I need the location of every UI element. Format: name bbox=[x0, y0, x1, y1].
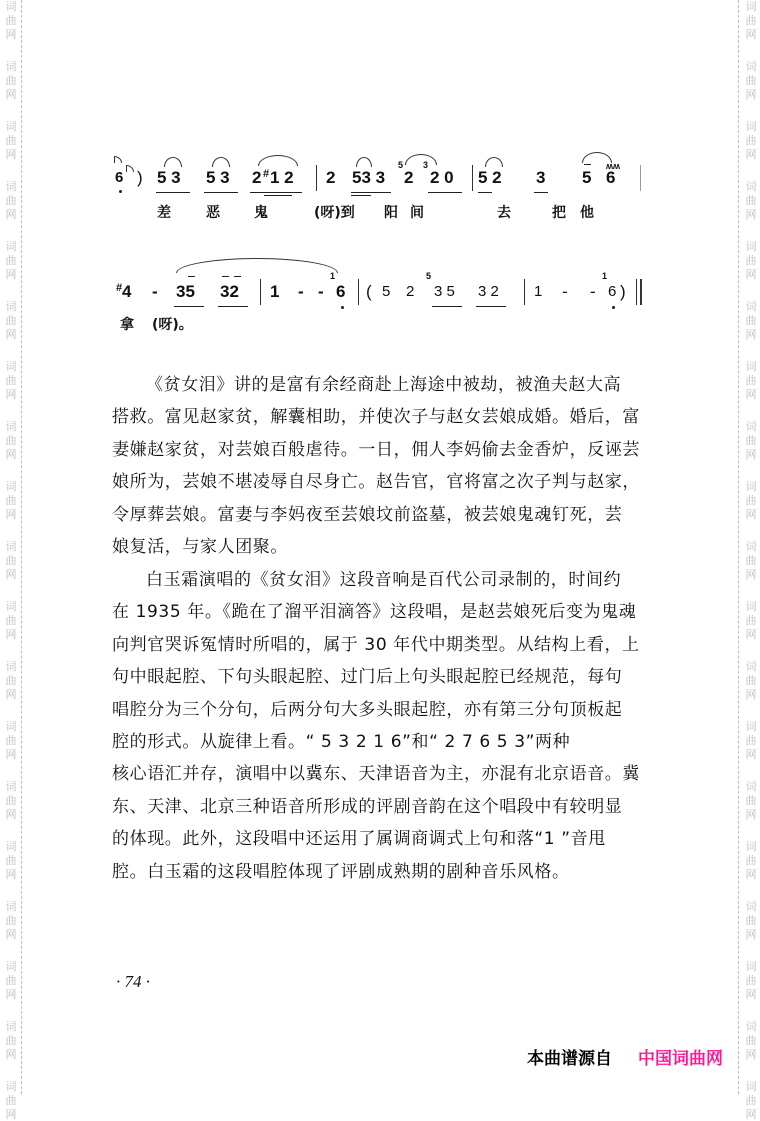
watermark-glyph: 网 bbox=[5, 268, 17, 281]
watermark-strip-right bbox=[740, 0, 760, 1121]
watermark-glyph: 词 bbox=[5, 240, 17, 253]
watermark-glyph: 网 bbox=[745, 868, 757, 881]
watermark-glyph: 网 bbox=[5, 388, 17, 401]
page-number: · 74 · bbox=[116, 972, 150, 991]
watermark-glyph: 曲 bbox=[5, 254, 17, 267]
watermark-glyph: 曲 bbox=[745, 854, 757, 867]
watermark-glyph: 网 bbox=[745, 148, 757, 161]
watermark-glyph: 网 bbox=[5, 1048, 17, 1061]
watermark-glyph: 曲 bbox=[5, 494, 17, 507]
watermark-glyph: 词 bbox=[745, 240, 757, 253]
watermark-glyph: 曲 bbox=[745, 134, 757, 147]
lyrics-line-1 bbox=[112, 204, 652, 224]
watermark-glyph: 网 bbox=[745, 28, 757, 41]
watermark-glyph: 词 bbox=[5, 180, 17, 193]
grace-note: 5 bbox=[426, 271, 432, 281]
watermark-glyph: 曲 bbox=[5, 554, 17, 567]
watermark-glyph: 词 bbox=[745, 900, 757, 913]
watermark-glyph: 网 bbox=[745, 88, 757, 101]
lyric: (呀)。 bbox=[152, 317, 193, 333]
note: 35 bbox=[176, 282, 195, 301]
lyric: 差 bbox=[157, 205, 171, 221]
watermark-glyph: 网 bbox=[5, 508, 17, 521]
watermark-glyph: 曲 bbox=[745, 794, 757, 807]
watermark-glyph: 网 bbox=[745, 208, 757, 221]
watermark-glyph: 词 bbox=[5, 1080, 17, 1093]
watermark-glyph: 曲 bbox=[5, 14, 17, 27]
note: ( bbox=[366, 282, 372, 301]
watermark-glyph: 词 bbox=[5, 840, 17, 853]
text-line: 腔的形式。从旋律上看。“ 5 3 2 1 6”和“ 2 7 6 5 3”两种 bbox=[112, 731, 571, 752]
watermark-glyph: 网 bbox=[745, 388, 757, 401]
watermark-divider-right bbox=[738, 0, 739, 1094]
watermark-glyph: 曲 bbox=[745, 1034, 757, 1047]
watermark-glyph: 网 bbox=[5, 868, 17, 881]
watermark-glyph: 网 bbox=[745, 1108, 757, 1121]
watermark-glyph: 曲 bbox=[745, 914, 757, 927]
source-label: 本曲谱源自 bbox=[527, 1049, 612, 1069]
watermark-glyph: 词 bbox=[745, 0, 757, 13]
watermark-glyph: 网 bbox=[5, 448, 17, 461]
grace-note: 1 bbox=[330, 271, 336, 281]
watermark-glyph: 曲 bbox=[745, 554, 757, 567]
watermark-glyph: 曲 bbox=[745, 494, 757, 507]
watermark-glyph: 网 bbox=[5, 988, 17, 1001]
grace-note: 1 bbox=[602, 271, 608, 281]
trill-mark: ʍʍ bbox=[606, 161, 621, 171]
watermark-glyph: 网 bbox=[5, 208, 17, 221]
watermark-glyph: 词 bbox=[5, 300, 17, 313]
watermark-glyph: 词 bbox=[5, 1020, 17, 1033]
watermark-glyph: 网 bbox=[5, 148, 17, 161]
watermark-glyph: 曲 bbox=[745, 674, 757, 687]
note: 3 bbox=[536, 168, 546, 187]
watermark-glyph: 词 bbox=[5, 420, 17, 433]
source-site-link[interactable]: 中国词曲网 bbox=[638, 1049, 723, 1069]
watermark-glyph: 词 bbox=[745, 480, 757, 493]
text-line: 在 1935 年。《跪在了溜平泪滴答》这段唱，是赵芸娘死后变为鬼魂 bbox=[112, 602, 637, 623]
text-line: 唱腔分为三个分句，后两分句大多头眼起腔，亦有第三分句顶板起 bbox=[112, 699, 623, 720]
note: 3 2 bbox=[478, 283, 499, 300]
note: 1 bbox=[534, 283, 543, 300]
watermark-glyph: 词 bbox=[745, 780, 757, 793]
watermark-glyph: 曲 bbox=[5, 374, 17, 387]
watermark-glyph: 词 bbox=[745, 600, 757, 613]
grace-note: 5 bbox=[398, 160, 404, 170]
watermark-glyph: 网 bbox=[5, 568, 17, 581]
note: 2 bbox=[406, 283, 415, 300]
watermark-glyph: 网 bbox=[5, 688, 17, 701]
note: 6 bbox=[115, 169, 124, 186]
lyric: 他 bbox=[580, 205, 594, 221]
note: 1 2 bbox=[270, 168, 294, 187]
lyric: 鬼 bbox=[254, 205, 268, 221]
note: - bbox=[318, 282, 324, 301]
watermark-glyph: 网 bbox=[5, 928, 17, 941]
watermark-glyph: 曲 bbox=[745, 194, 757, 207]
note: 5 bbox=[582, 168, 592, 187]
watermark-glyph: 词 bbox=[745, 60, 757, 73]
lyric: 去 bbox=[497, 205, 511, 221]
sharp-accidental: # bbox=[116, 282, 123, 294]
watermark-glyph: 曲 bbox=[745, 254, 757, 267]
watermark-glyph: 词 bbox=[745, 720, 757, 733]
note: 32 bbox=[220, 282, 239, 301]
watermark-glyph: 网 bbox=[5, 1108, 17, 1121]
lyrics-line-2 bbox=[112, 316, 652, 336]
watermark-glyph: 网 bbox=[745, 808, 757, 821]
note: 5 bbox=[382, 283, 391, 300]
watermark-glyph: 词 bbox=[5, 720, 17, 733]
watermark-glyph: 词 bbox=[5, 900, 17, 913]
watermark-glyph: 网 bbox=[745, 688, 757, 701]
final-barline-thick bbox=[640, 279, 642, 305]
watermark-glyph: 词 bbox=[745, 840, 757, 853]
watermark-glyph: 网 bbox=[745, 508, 757, 521]
note: - bbox=[298, 282, 304, 301]
watermark-glyph: 曲 bbox=[5, 434, 17, 447]
watermark-glyph: 曲 bbox=[5, 614, 17, 627]
watermark-glyph: 曲 bbox=[745, 434, 757, 447]
watermark-glyph: 词 bbox=[5, 600, 17, 613]
watermark-glyph: 曲 bbox=[745, 14, 757, 27]
watermark-glyph: 网 bbox=[745, 988, 757, 1001]
watermark-glyph: 词 bbox=[5, 0, 17, 13]
text-line: 娘所为，芸娘不堪凌辱自尽身亡。赵告官，官将富之次子判与赵家， bbox=[112, 472, 640, 493]
note: 5 3 bbox=[157, 168, 181, 187]
watermark-glyph: 词 bbox=[5, 480, 17, 493]
watermark-glyph: 词 bbox=[745, 660, 757, 673]
lyric: (呀)到 bbox=[314, 205, 355, 221]
watermark-glyph: 曲 bbox=[5, 854, 17, 867]
watermark-glyph: 曲 bbox=[745, 974, 757, 987]
watermark-glyph: 曲 bbox=[745, 614, 757, 627]
watermark-glyph: 网 bbox=[5, 808, 17, 821]
watermark-glyph: 曲 bbox=[5, 1034, 17, 1047]
watermark-glyph: 词 bbox=[5, 660, 17, 673]
watermark-glyph: 曲 bbox=[5, 734, 17, 747]
text-line: 句中眼起腔、下句头眼起腔、过门后上句头眼起腔已经规范，每句 bbox=[112, 667, 623, 688]
watermark-glyph: 曲 bbox=[5, 314, 17, 327]
watermark-glyph: 词 bbox=[745, 360, 757, 373]
note: 6 bbox=[606, 168, 616, 187]
watermark-glyph: 词 bbox=[5, 540, 17, 553]
watermark-strip-left bbox=[0, 0, 22, 1121]
barline bbox=[472, 165, 473, 191]
watermark-glyph: 曲 bbox=[5, 134, 17, 147]
watermark-glyph: 网 bbox=[5, 748, 17, 761]
watermark-glyph: 曲 bbox=[745, 1094, 757, 1107]
final-barline bbox=[636, 279, 637, 305]
watermark-glyph: 词 bbox=[5, 60, 17, 73]
note: - bbox=[590, 282, 596, 301]
watermark-glyph: 词 bbox=[5, 120, 17, 133]
watermark-glyph: 词 bbox=[745, 300, 757, 313]
barline bbox=[260, 279, 261, 305]
note: ) bbox=[137, 168, 143, 187]
text-line: 东、天津、北京三种语音所形成的评剧音韵在这个唱段中有较明显 bbox=[112, 796, 623, 817]
watermark-glyph: 曲 bbox=[745, 74, 757, 87]
sharp-accidental: # bbox=[263, 168, 270, 180]
watermark-glyph: 词 bbox=[745, 180, 757, 193]
lyric: 拿 bbox=[120, 317, 134, 333]
note: 4 bbox=[122, 282, 132, 301]
watermark-glyph: 词 bbox=[745, 960, 757, 973]
watermark-glyph: 词 bbox=[745, 540, 757, 553]
note: 2 bbox=[252, 168, 262, 187]
watermark-glyph: 曲 bbox=[5, 914, 17, 927]
text-line: 妻嫌赵家贫，对芸娘百般虐待。一日，佣人李妈偷去金香炉，反诬芸 bbox=[112, 439, 640, 460]
lyric: 恶 bbox=[206, 205, 220, 221]
watermark-glyph: 网 bbox=[745, 628, 757, 641]
note: 5 2 bbox=[478, 168, 502, 187]
watermark-glyph: 曲 bbox=[5, 674, 17, 687]
lyric: 阳 bbox=[384, 205, 398, 221]
watermark-glyph: 网 bbox=[745, 448, 757, 461]
note: 6 bbox=[336, 282, 346, 301]
watermark-glyph: 网 bbox=[745, 328, 757, 341]
text-line: 娘复活，与家人团聚。 bbox=[112, 536, 288, 557]
text-line: 核心语汇并存，演唱中以冀东、天津语音为主，亦混有北京语音。冀 bbox=[112, 764, 640, 785]
note: 53 3 bbox=[352, 168, 386, 187]
note: 1 bbox=[270, 282, 280, 301]
score-line-1 bbox=[112, 160, 652, 208]
watermark-glyph: 曲 bbox=[5, 794, 17, 807]
paragraph-1 bbox=[112, 369, 658, 563]
note: 2 bbox=[404, 168, 414, 187]
note: 2 bbox=[326, 168, 336, 187]
note: - bbox=[152, 282, 158, 301]
watermark-divider-left bbox=[21, 0, 22, 1094]
text-line: 腔。白玉霜的这段唱腔体现了评剧成熟期的剧种音乐风格。 bbox=[112, 861, 570, 882]
grace-note: 3 bbox=[423, 160, 429, 170]
lyric: 间 bbox=[410, 205, 424, 221]
watermark-glyph: 曲 bbox=[5, 194, 17, 207]
watermark-glyph: 词 bbox=[5, 780, 17, 793]
watermark-glyph: 网 bbox=[745, 928, 757, 941]
note: 3 5 bbox=[434, 283, 455, 300]
text-line: 《贫女泪》讲的是富有余经商赴上海途中被劫，被渔夫赵大高 bbox=[146, 375, 622, 395]
watermark-glyph: 曲 bbox=[5, 974, 17, 987]
watermark-glyph: 网 bbox=[5, 88, 17, 101]
watermark-glyph: 词 bbox=[745, 420, 757, 433]
text-line: 令厚葬芸娘。富妻与李妈夜至芸娘坟前盗墓，被芸娘鬼魂钉死，芸 bbox=[112, 504, 623, 525]
note: 6 bbox=[608, 283, 617, 300]
text-line: 白玉霜演唱的《贫女泪》这段音响是百代公司录制的，时间约 bbox=[146, 570, 622, 590]
lyric: 把 bbox=[552, 205, 566, 221]
note: ) bbox=[620, 282, 626, 301]
text-line: 搭救。富见赵家贫，解囊相助，并使次子与赵女芸娘成婚。婚后，富 bbox=[112, 407, 640, 428]
note: - bbox=[562, 282, 568, 301]
watermark-glyph: 网 bbox=[5, 628, 17, 641]
note: 2 0 bbox=[430, 168, 454, 187]
watermark-glyph: 曲 bbox=[5, 74, 17, 87]
watermark-glyph: 曲 bbox=[5, 1094, 17, 1107]
watermark-glyph: 网 bbox=[745, 1048, 757, 1061]
watermark-glyph: 词 bbox=[5, 360, 17, 373]
watermark-glyph: 曲 bbox=[745, 314, 757, 327]
barline bbox=[524, 279, 525, 305]
text-line: 的体现。此外，这段唱中还运用了属调商调式上句和落“1 ”音甩 bbox=[112, 829, 606, 850]
watermark-glyph: 网 bbox=[745, 748, 757, 761]
barline bbox=[358, 279, 359, 305]
watermark-glyph: 曲 bbox=[745, 374, 757, 387]
text-line: 向判官哭诉冤情时所唱的，属于 30 年代中期类型。从结构上看，上 bbox=[112, 634, 640, 655]
watermark-glyph: 曲 bbox=[745, 734, 757, 747]
watermark-glyph: 词 bbox=[745, 1020, 757, 1033]
barline bbox=[640, 165, 641, 191]
paragraph-2 bbox=[112, 564, 658, 888]
watermark-glyph: 网 bbox=[5, 328, 17, 341]
note: 5 3 bbox=[206, 168, 230, 187]
watermark-glyph: 网 bbox=[745, 268, 757, 281]
watermark-glyph: 词 bbox=[745, 1080, 757, 1093]
watermark-glyph: 词 bbox=[5, 960, 17, 973]
watermark-glyph: 词 bbox=[745, 120, 757, 133]
watermark-glyph: 网 bbox=[5, 28, 17, 41]
watermark-glyph: 网 bbox=[745, 568, 757, 581]
barline bbox=[316, 165, 317, 191]
